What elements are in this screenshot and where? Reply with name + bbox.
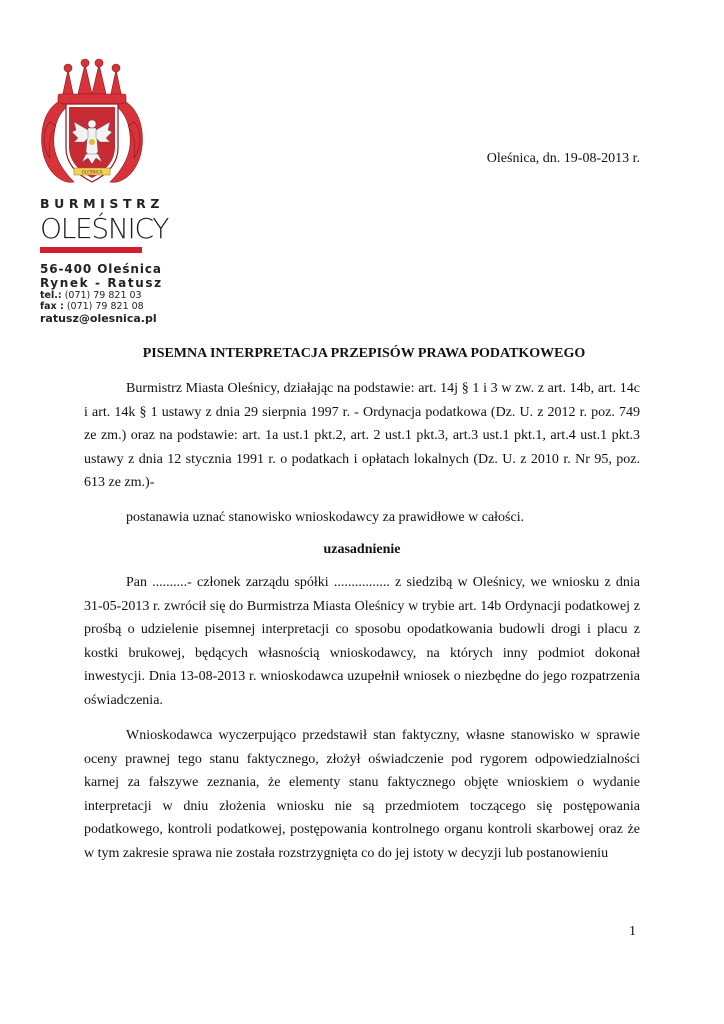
address-street-line: Rynek - Ratusz: [40, 276, 163, 290]
section-heading-justification: uzasadnienie: [323, 542, 401, 557]
page-number: 1: [629, 924, 636, 939]
address-postal-line: 56-400 Oleśnica: [40, 262, 162, 276]
telephone-number: (071) 79 821 03: [64, 290, 142, 301]
document-title: PISEMNA INTERPRETACJA PRZEPISÓW PRAWA PODATKOWEGO: [142, 346, 586, 361]
letterhead-red-bar: [40, 247, 142, 253]
fax-line: [40, 301, 144, 312]
fax-label: fax :: [40, 301, 64, 312]
telephone-line: [40, 290, 142, 301]
paragraph-legal-basis: Burmistrz Miasta Oleśnicy, działając na podstawie: art. 14j § 1 i 3 w zw. z art. 14b, art. 14c i art. 14k § 1 ustawy z dnia 29 sierpnia 1997 r. - Ordynacja podatkowa (Dz. U. z 2012 r. poz. 749 ze zm.) oraz na podstawie: art. 1a ust.1 pkt.2, art. 2 ust.1 pkt.3, art.3 ust.1 pkt.1, art.4 ust.1 pkt.3 ustawy z dnia 12 stycznia 1991 r. o podatkach i opłatach lokalnych (Dz. U. z 2010 r. Nr 95, poz. 613 ze zm.)-: [84, 381, 640, 491]
paragraph-request-description: Pan ..........- członek zarządu spółki ................ z siedzibą w Oleśnicy, we wniosku z dnia 31-05-2013 r. zwrócił się do Burmistrza Miasta Oleśnicy w trybie art. 14b Ordynacji podatkowej z prośbą o udzielenie pisemnej interpretacji co sposobu opodatkowania budowli drogi i placu z kostki brukowej, będących własnością wnioskodawcy, na których inny podmiot dokonał inwestycji. Dnia 13-08-2013 r. wnioskodawca uzupełnił wniosek o niezbędne do jego rozpatrzenia oświadczenia.: [84, 575, 640, 708]
svg-text:OLEŚNICA: OLEŚNICA: [81, 169, 103, 175]
coat-of-arms-icon: [38, 58, 146, 193]
office-name: OLEŚNICY: [40, 212, 169, 245]
office-title: BURMISTRZ: [40, 196, 165, 211]
document-date: Oleśnica, dn. 19-08-2013 r.: [486, 151, 640, 166]
fax-number: (071) 79 821 08: [66, 301, 144, 312]
paragraph-decision: postanawia uznać stanowisko wnioskodawcy za prawidłowe w całości.: [126, 510, 525, 525]
telephone-label: tel.:: [40, 290, 62, 301]
paragraph-applicant-statement: Wnioskodawca wyczerpująco przedstawił stan faktyczny, własne stanowisko w sprawie oceny prawnej tego stanu faktycznego, złożył oświadczenie pod rygorem odpowiedzialności karnej za fałszywe zeznania, że elementy stanu faktycznego objęte wnioskiem o wydanie interpretacji w dniu złożenia wniosku nie są przedmiotem toczącego się postępowania podatkowego, kontroli podatkowej, postępowania kontrolnego organu kontroli skarbowej oraz że w tym zakresie sprawa nie została rozstrzygnięta co do jej istoty w decyzji lub postanowieniu: [84, 728, 640, 861]
email-address: ratusz@olesnica.pl: [40, 312, 157, 325]
